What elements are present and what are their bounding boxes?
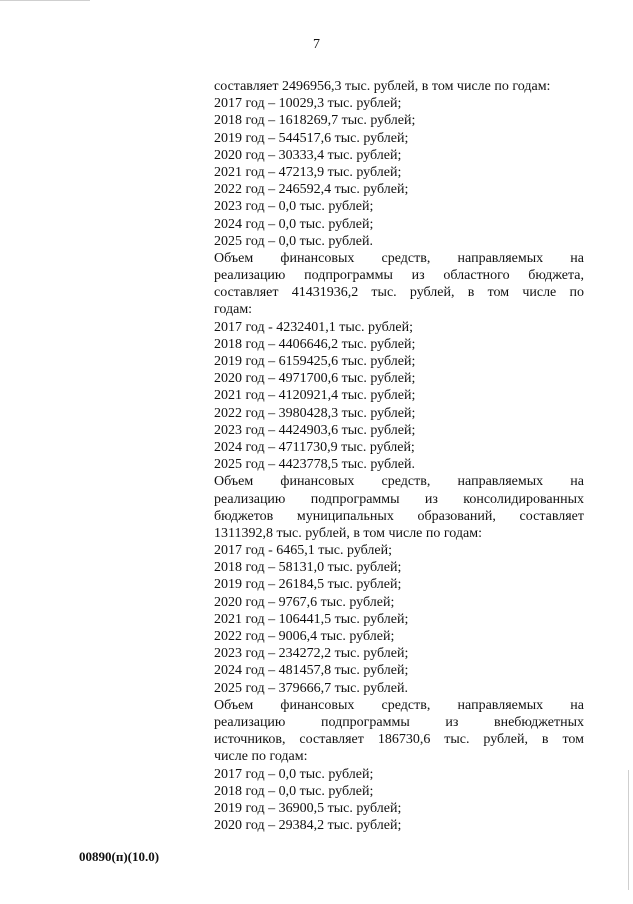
text-line: реализацию подпрограммы из консолидированных: [214, 491, 584, 507]
text-line: 2025 год – 4423778,5 тыс. рублей.: [214, 457, 415, 473]
scan-edge-mark: [628, 770, 629, 890]
text-line: 2023 год – 0,0 тыс. рублей;: [214, 199, 374, 215]
text-line: 2022 год – 9006,4 тыс. рублей;: [214, 629, 395, 644]
text-line: 2024 год – 4711730,9 тыс. рублей;: [214, 439, 415, 455]
text-line: 2018 год – 1618269,7 тыс. рублей;: [214, 113, 416, 129]
text-line: 2019 год – 6159425,6 тыс. рублей;: [214, 354, 416, 369]
text-line: бюджетов муниципальных образований, составляет: [214, 508, 584, 524]
text-line: источников, составляет 186730,6 тыс. рублей, в том: [214, 732, 584, 748]
text-line: числе по годам:: [214, 749, 308, 765]
text-line: 2024 год – 0,0 тыс. рублей;: [214, 216, 374, 232]
text-line: 2020 год – 4971700,6 тыс. рублей;: [214, 371, 416, 387]
text-line: 2020 год – 9767,6 тыс. рублей;: [214, 594, 395, 610]
text-line: 2018 год – 58131,0 тыс. рублей;: [214, 560, 402, 576]
text-line: 2019 год – 544517,6 тыс. рублей;: [214, 130, 409, 146]
text-line: Объем финансовых средств, направляемых на: [214, 250, 584, 266]
text-line: составляет 2496956,3 тыс. рублей, в том числе по годам:: [214, 79, 551, 94]
text-line: Объем финансовых средств, направляемых на: [214, 697, 584, 713]
text-line: 2018 год – 4406646,2 тыс. рублей;: [214, 336, 416, 352]
text-line: 2022 год – 246592,4 тыс. рублей;: [214, 182, 409, 198]
text-line: 2023 год – 4424903,6 тыс. рублей;: [214, 422, 416, 438]
text-line: реализацию подпрограммы из внебюджетных: [214, 714, 584, 730]
page-number: 7: [313, 37, 320, 52]
text-line: 2025 год – 0,0 тыс. рублей.: [214, 233, 373, 249]
text-line: Объем финансовых средств, направляемых на: [214, 474, 584, 490]
text-line: 2020 год – 30333,4 тыс. рублей;: [214, 147, 402, 163]
text-line: 1311392,8 тыс. рублей, в том числе по годам:: [214, 525, 482, 541]
text-line: 2025 год – 379666,7 тыс. рублей.: [214, 680, 408, 696]
text-line: 2021 год – 47213,9 тыс. рублей;: [214, 164, 402, 180]
text-line: 2018 год – 0,0 тыс. рублей;: [214, 783, 374, 799]
text-line: 2022 год – 3980428,3 тыс. рублей;: [214, 405, 416, 421]
text-line: 2024 год – 481457,8 тыс. рублей;: [214, 663, 409, 679]
text-line: 2020 год – 29384,2 тыс. рублей;: [214, 818, 402, 834]
text-line: 2017 год – 0,0 тыс. рублей;: [214, 766, 374, 782]
scan-edge-mark: [0, 0, 90, 1]
text-line: 2023 год – 234272,2 тыс. рублей;: [214, 646, 409, 662]
text-line: составляет 41431936,2 тыс. рублей, в том числе по: [214, 285, 584, 301]
text-line: 2019 год – 36900,5 тыс. рублей;: [214, 800, 402, 816]
text-line: 2021 год – 106441,5 тыс. рублей;: [214, 611, 409, 627]
document-code: 00890(п)(10.0): [79, 849, 160, 864]
text-line: годам:: [214, 302, 253, 318]
text-line: 2017 год - 4232401,1 тыс. рублей;: [214, 319, 414, 335]
text-line: 2017 год – 10029,3 тыс. рублей;: [214, 96, 402, 112]
text-line: 2019 год – 26184,5 тыс. рублей;: [214, 577, 402, 593]
text-line: 2021 год – 4120921,4 тыс. рублей;: [214, 388, 416, 404]
text-line: 2017 год - 6465,1 тыс. рублей;: [214, 543, 393, 559]
text-line: реализацию подпрограммы из областного бюджета,: [214, 268, 584, 284]
document-body: [214, 78, 584, 834]
